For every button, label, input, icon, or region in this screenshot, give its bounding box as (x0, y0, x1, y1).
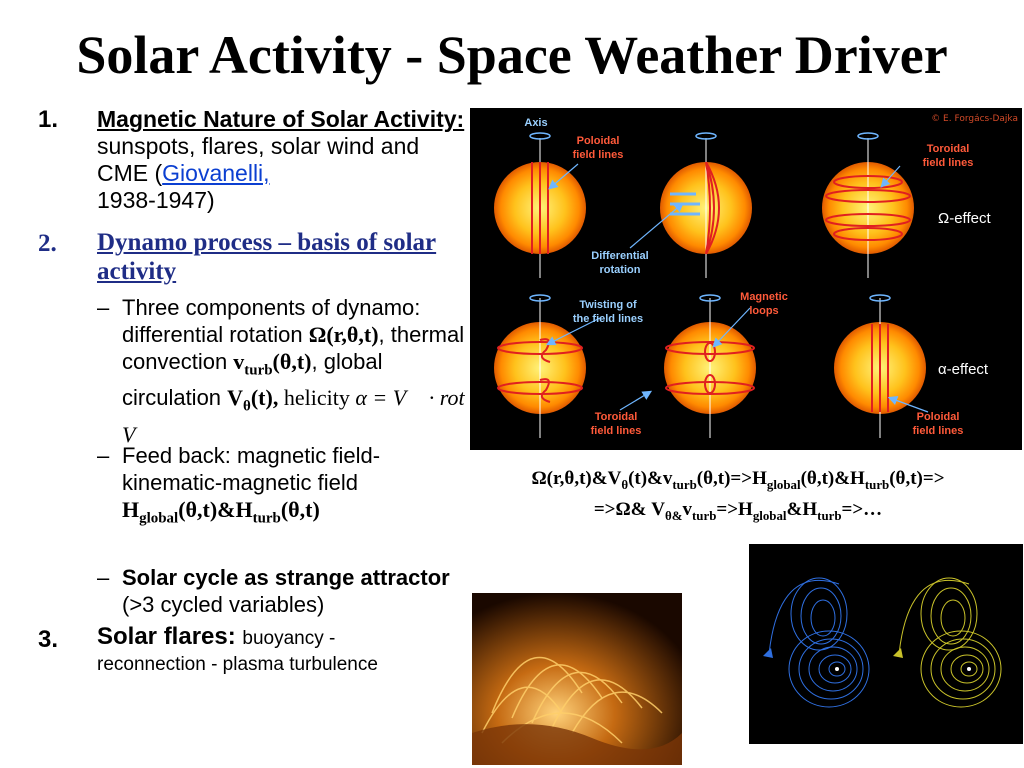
label-toroidal-bot-1: Toroidal (594, 411, 638, 423)
dynamo-figure (470, 108, 1022, 450)
helicity-word: helicity (278, 385, 356, 411)
sub-1-text (122, 294, 467, 448)
attractor-plot (749, 544, 1023, 744)
item-3-number: 3. (38, 626, 59, 653)
item-1-number: 1. (38, 106, 59, 133)
label-axis: Axis (524, 117, 548, 129)
label-poloidal-top-1: Poloidal (576, 135, 620, 147)
label-toroidal-top-1: Toroidal (926, 143, 970, 155)
label-twisting-1: Twisting of (579, 299, 637, 311)
item-2-number: 2. (38, 230, 57, 257)
sun-top-3 (822, 133, 914, 278)
sub-1-text-b: , thermal convection (122, 322, 465, 374)
figure-credit: © E. Forgács-Dajka (931, 114, 1018, 124)
helicity-formula: α = V⃗ · rot V⃗ (122, 385, 465, 447)
solar-flares-heading: Solar flares (97, 623, 228, 650)
sub-3-text (122, 564, 470, 618)
label-poloidal-bot-1: Poloidal (916, 411, 960, 423)
sun-bottom-3 (834, 295, 926, 438)
dynamo-diagram (470, 108, 1022, 450)
sub-3-dash: – (97, 565, 110, 590)
sub-1-text-c: , global circulation (122, 349, 383, 411)
label-magnetic-2: loops (749, 305, 779, 317)
solar-flares-text: buoyancy - reconnection - plasma turbulence (97, 628, 378, 675)
sun-top-2 (660, 133, 752, 278)
strange-attractor-image (749, 544, 1023, 744)
item-3-text: Solar flares: buoyancy - reconnection - plasma turbulence (97, 623, 378, 675)
label-toroidal-top-2: field lines (922, 157, 974, 169)
label-toroidal-bot-2: field lines (590, 425, 642, 437)
sub-2-text-main: Feed back: magnetic field-kinematic-magnetic field (122, 443, 381, 495)
sub-1-dash: – (97, 295, 110, 320)
label-poloidal-top-2: field lines (572, 149, 624, 161)
label-poloidal-bot-2: field lines (912, 425, 964, 437)
formula-line-2: =>Ω& $V_{\theta\&}v_{turb}=>H_{global}\&H_{turb}=>\dots$ (593, 498, 883, 523)
sub-2-text (122, 442, 452, 532)
omega-symbol: Ω(r,θ,t) (308, 322, 379, 347)
sub-1-text-a: Three components of dynamo: differential rotation (122, 295, 421, 347)
item-2-heading: Dynamo process – basis of solar activity (97, 229, 437, 285)
label-twisting-2: the field lines (572, 313, 644, 325)
label-omega-effect: Ω-effect (938, 210, 991, 227)
item-1-text-b: 1938-1947) (97, 187, 215, 213)
dynamo-formula (452, 466, 1024, 528)
label-magnetic-1: Magnetic (740, 291, 788, 303)
sub-2-dash: – (97, 443, 110, 468)
item-1-text-a: sunspots, flares, solar wind and CME ( (97, 133, 420, 186)
item-1-heading: Magnetic Nature of Solar Activity: (97, 106, 465, 132)
label-differential-1: Differential (591, 250, 649, 262)
formula-line-1: $\Omega(r,\theta,t)\&V_\theta(t)\&v_{turb}(\theta,t)=>H_{global}(\theta,t)\&H_{turb}(\theta,t)=>$ (531, 468, 945, 492)
item-1-text (97, 106, 467, 214)
label-differential-2: rotation (599, 264, 641, 276)
strange-attractor-label: Solar cycle as strange attractor (122, 565, 450, 590)
v-theta-term: $V_\theta(t)$, (227, 385, 279, 415)
page-title: Solar Activity - Space Weather Driver (76, 25, 948, 85)
giovanelli-link[interactable]: Giovanelli, (162, 160, 270, 186)
solar-flare-image (472, 593, 682, 765)
label-alpha-effect: α-effect (938, 361, 989, 378)
h-global-term: $H_{global}(\theta,t)\&H_{turb}(\theta,t)$ (122, 497, 320, 527)
solar-flare-photo (472, 593, 682, 765)
sub-3-text-rest: (>3 cycled variables) (122, 592, 325, 617)
vturb-term: $v_{turb}(\theta,t)$ (233, 349, 312, 379)
